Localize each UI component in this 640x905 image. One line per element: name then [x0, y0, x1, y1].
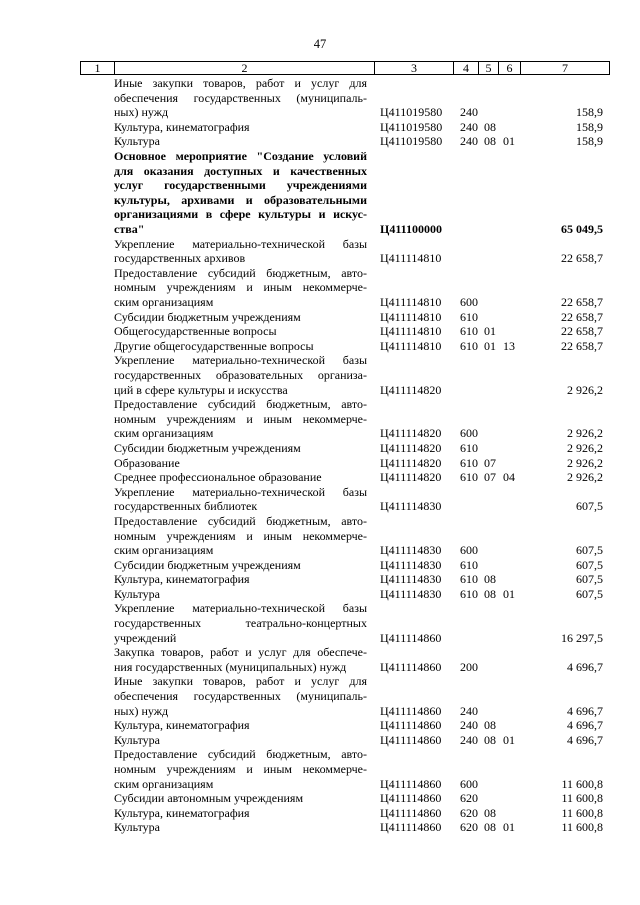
row-name [114, 791, 367, 806]
row-amount: 22 658,7 [561, 294, 603, 309]
row-amount: 11 600,8 [561, 820, 603, 835]
row-col-4: 620 [460, 820, 478, 835]
row-name-line: номным учреждениям и иным некоммерче- [114, 762, 367, 777]
row-amount: 158,9 [576, 119, 603, 134]
row-name [114, 470, 367, 485]
row-col-5: 08 [484, 820, 496, 835]
row-name-line: номным учреждениям и иным некоммерче- [114, 280, 367, 295]
table-header [80, 61, 610, 75]
table-row [0, 674, 640, 718]
row-amount: 607,5 [576, 572, 603, 587]
row-col-4: 600 [460, 776, 478, 791]
row-col-6: 01 [503, 586, 515, 601]
header-col-7: 7 [562, 61, 568, 75]
row-col-4: 240 [460, 718, 478, 733]
row-code: Ц411114860 [380, 703, 442, 718]
row-col-6: 04 [503, 470, 515, 485]
row-name [114, 237, 367, 266]
row-amount: 22 658,7 [561, 251, 603, 266]
row-name-line: Укрепление материально-технической базы [114, 484, 367, 499]
row-amount: 607,5 [576, 586, 603, 601]
row-name-line: организациями в сфере культуры и искус- [114, 207, 367, 222]
table-row [0, 353, 640, 397]
row-code: Ц411114830 [380, 499, 442, 514]
row-name [114, 120, 367, 135]
table-row [0, 645, 640, 674]
row-code: Ц411114860 [380, 791, 442, 806]
row-col-4: 620 [460, 791, 478, 806]
row-name-line: ций в сфере культуры и искусства [114, 382, 288, 397]
row-col-4: 610 [460, 572, 478, 587]
row-name-line: ским организациям [114, 543, 214, 558]
row-col-5: 08 [484, 805, 496, 820]
row-name [114, 558, 367, 573]
table-row [0, 806, 640, 821]
row-name [114, 718, 367, 733]
row-code: Ц411114860 [380, 820, 442, 835]
row-name-line: Культура, кинематография [114, 805, 250, 820]
row-col-4: 610 [460, 440, 478, 455]
row-col-5: 08 [484, 732, 496, 747]
table-row [0, 514, 640, 558]
table-row [0, 339, 640, 354]
table-row [0, 397, 640, 441]
row-name-line: Закупка товаров, работ и услуг для обеспече- [114, 645, 367, 660]
header-col-6: 6 [499, 62, 521, 74]
row-code: Ц411114860 [380, 776, 442, 791]
row-name-line: номным учреждениям и иным некоммерче- [114, 528, 367, 543]
row-code: Ц411114860 [380, 659, 442, 674]
row-code: Ц411019580 [380, 105, 443, 120]
row-col-4: 200 [460, 659, 478, 674]
table-row [0, 470, 640, 485]
row-amount: 11 600,8 [561, 791, 603, 806]
row-name [114, 645, 367, 674]
row-name-line: Укрепление материально-технической базы [114, 601, 367, 616]
table-row [0, 310, 640, 325]
row-code: Ц411114810 [380, 294, 442, 309]
row-name-line: Иные закупки товаров, работ и услуг для [114, 76, 367, 90]
row-name-line: Укрепление материально-технической базы [114, 353, 367, 368]
row-code: Ц411114820 [380, 426, 442, 441]
row-name-line: Основное мероприятие "Создание условий [114, 148, 367, 163]
row-code: Ц411100000 [380, 221, 443, 236]
row-name-line: Предоставление субсидий бюджетным, авто- [114, 397, 367, 412]
header-col-2: 2 [115, 62, 375, 74]
row-name-line: для оказания доступных и качественных [114, 163, 367, 178]
row-col-6: 01 [503, 134, 515, 149]
row-amount: 607,5 [576, 557, 603, 572]
row-name [114, 134, 367, 149]
row-name [114, 266, 367, 310]
row-name [114, 601, 367, 645]
row-name-line: учреждений [114, 630, 177, 645]
table-row [0, 456, 640, 471]
row-name [114, 514, 367, 558]
row-name-line: ных) нужд [114, 105, 169, 120]
row-name-line: номным учреждениям и иным некоммерче- [114, 411, 367, 426]
page-number: 47 [313, 37, 327, 51]
row-code: Ц411114830 [380, 543, 442, 558]
row-name-line: Общегосударственные вопросы [114, 324, 277, 339]
row-col-4: 610 [460, 557, 478, 572]
table-row [0, 791, 640, 806]
row-name [114, 324, 367, 339]
row-code: Ц411114830 [380, 572, 442, 587]
table-row [0, 149, 640, 237]
table-row [0, 587, 640, 602]
table-row [0, 120, 640, 135]
row-name-line: ния государственных (муниципальных) нужд [114, 659, 347, 674]
row-code: Ц411114860 [380, 805, 442, 820]
row-col-4: 610 [460, 309, 478, 324]
row-amount: 2 926,2 [567, 382, 603, 397]
row-col-4: 240 [460, 732, 478, 747]
row-col-5: 01 [484, 338, 496, 353]
row-col-4: 240 [460, 105, 478, 120]
header-col-4: 4 [454, 62, 479, 74]
row-code: Ц411114830 [380, 557, 442, 572]
table-row [0, 485, 640, 514]
row-code: Ц411114820 [380, 470, 442, 485]
row-amount: 607,5 [576, 543, 603, 558]
row-name [114, 674, 367, 718]
row-code: Ц411114860 [380, 732, 442, 747]
row-name-line: ных) нужд [114, 703, 169, 718]
row-col-4: 610 [460, 324, 478, 339]
row-col-5: 07 [484, 470, 496, 485]
row-amount: 65 049,5 [561, 221, 603, 236]
row-code: Ц411019580 [380, 119, 443, 134]
row-name-line: Иные закупки товаров, работ и услуг для [114, 674, 367, 689]
row-col-4: 240 [460, 134, 478, 149]
row-name-line: Среднее профессиональное образование [114, 470, 322, 485]
row-name-line: обеспечения государственных (муниципаль- [114, 689, 367, 704]
row-name-line: ским организациям [114, 294, 214, 309]
row-name-line: обеспечения государственных (муниципаль- [114, 90, 367, 105]
row-amount: 158,9 [576, 134, 603, 149]
row-amount: 4 696,7 [567, 703, 603, 718]
row-name-line: Культура, кинематография [114, 572, 250, 587]
row-name [114, 485, 367, 514]
row-name-line: Предоставление субсидий бюджетным, авто- [114, 513, 367, 528]
row-name-line: Культура, кинематография [114, 119, 250, 134]
row-col-4: 600 [460, 294, 478, 309]
table-row [0, 601, 640, 645]
row-name [114, 149, 367, 237]
row-name-line: Другие общегосударственные вопросы [114, 338, 314, 353]
row-code: Ц411114820 [380, 440, 442, 455]
row-name-line: Субсидии автономным учреждениям [114, 791, 304, 806]
row-name-line: культуры, архивами и образовательными [114, 192, 367, 207]
row-name-line: Культура [114, 820, 160, 835]
table-row [0, 76, 640, 120]
row-name [114, 587, 367, 602]
row-name [114, 747, 367, 791]
row-name-line: Предоставление субсидий бюджетным, авто- [114, 265, 367, 280]
table-row [0, 747, 640, 791]
row-col-5: 01 [484, 324, 496, 339]
row-name [114, 572, 367, 587]
table-row [0, 324, 640, 339]
row-amount: 22 658,7 [561, 338, 603, 353]
table-row [0, 134, 640, 149]
row-name [114, 397, 367, 441]
table-body [0, 76, 640, 835]
row-name-line: ства" [114, 221, 145, 236]
row-code: Ц411114860 [380, 718, 442, 733]
row-col-5: 07 [484, 455, 496, 470]
row-name-line: Укрепление материально-технической базы [114, 236, 367, 251]
row-name-line: государственных архивов [114, 251, 246, 266]
row-name-line: Предоставление субсидий бюджетным, авто- [114, 747, 367, 762]
header-col-5: 5 [479, 62, 499, 74]
row-code: Ц411114810 [380, 338, 442, 353]
row-code: Ц411114810 [380, 251, 442, 266]
row-code: Ц411114810 [380, 309, 442, 324]
row-amount: 158,9 [576, 105, 603, 120]
row-name-line: ским организациям [114, 776, 214, 791]
row-amount: 2 926,2 [567, 455, 603, 470]
row-name [114, 353, 367, 397]
row-code: Ц411019580 [380, 134, 443, 149]
row-col-4: 600 [460, 426, 478, 441]
row-name [114, 733, 367, 748]
row-col-6: 01 [503, 732, 515, 747]
row-col-4: 240 [460, 703, 478, 718]
row-name-line: ским организациям [114, 426, 214, 441]
row-col-5: 08 [484, 586, 496, 601]
row-name-line: Культура [114, 586, 160, 601]
row-name-line: Субсидии бюджетным учреждениям [114, 557, 301, 572]
row-name [114, 339, 367, 354]
table-row [0, 733, 640, 748]
row-col-4: 600 [460, 543, 478, 558]
row-name-line: Культура [114, 134, 160, 149]
row-col-5: 08 [484, 572, 496, 587]
row-col-4: 240 [460, 119, 478, 134]
table-row [0, 441, 640, 456]
row-amount: 11 600,8 [561, 776, 603, 791]
row-col-5: 08 [484, 119, 496, 134]
table-row [0, 718, 640, 733]
row-code: Ц411114830 [380, 586, 442, 601]
row-name [114, 820, 367, 835]
header-col-3: 3 [375, 62, 454, 74]
row-name [114, 310, 367, 325]
row-code: Ц411114860 [380, 630, 442, 645]
row-name [114, 76, 367, 120]
row-name [114, 456, 367, 471]
row-amount: 4 696,7 [567, 659, 603, 674]
row-name [114, 441, 367, 456]
row-amount: 4 696,7 [567, 732, 603, 747]
row-amount: 2 926,2 [567, 440, 603, 455]
row-code: Ц411114820 [380, 382, 442, 397]
row-col-5: 08 [484, 134, 496, 149]
row-col-4: 610 [460, 455, 478, 470]
header-col-1: 1 [81, 62, 115, 74]
row-name-line: Субсидии бюджетным учреждениям [114, 440, 301, 455]
row-amount: 16 297,5 [561, 630, 603, 645]
row-name [114, 806, 367, 821]
row-col-6: 01 [503, 820, 515, 835]
table-row [0, 820, 640, 835]
row-col-5: 08 [484, 718, 496, 733]
row-name-line: государственных библиотек [114, 499, 258, 514]
row-col-6: 13 [503, 338, 515, 353]
row-col-4: 620 [460, 805, 478, 820]
row-amount: 4 696,7 [567, 718, 603, 733]
row-name-line: Образование [114, 455, 180, 470]
row-amount: 2 926,2 [567, 470, 603, 485]
row-code: Ц411114820 [380, 455, 442, 470]
table-row [0, 266, 640, 310]
row-amount: 607,5 [576, 499, 603, 514]
row-col-4: 610 [460, 470, 478, 485]
row-name-line: государственных образовательных организа- [114, 367, 367, 382]
row-amount: 11 600,8 [561, 805, 603, 820]
row-name-line: Субсидии бюджетным учреждениям [114, 309, 301, 324]
table-row [0, 558, 640, 573]
row-name-line: услуг государственными учреждениями [114, 178, 367, 193]
row-code: Ц411114810 [380, 324, 442, 339]
row-name-line: Культура, кинематография [114, 718, 250, 733]
table-row [0, 237, 640, 266]
row-col-4: 610 [460, 586, 478, 601]
row-name-line: Культура [114, 732, 160, 747]
row-col-4: 610 [460, 338, 478, 353]
row-amount: 22 658,7 [561, 324, 603, 339]
row-amount: 22 658,7 [561, 309, 603, 324]
row-name-line: государственных театрально-концертных [114, 616, 367, 631]
row-amount: 2 926,2 [567, 426, 603, 441]
table-row [0, 572, 640, 587]
